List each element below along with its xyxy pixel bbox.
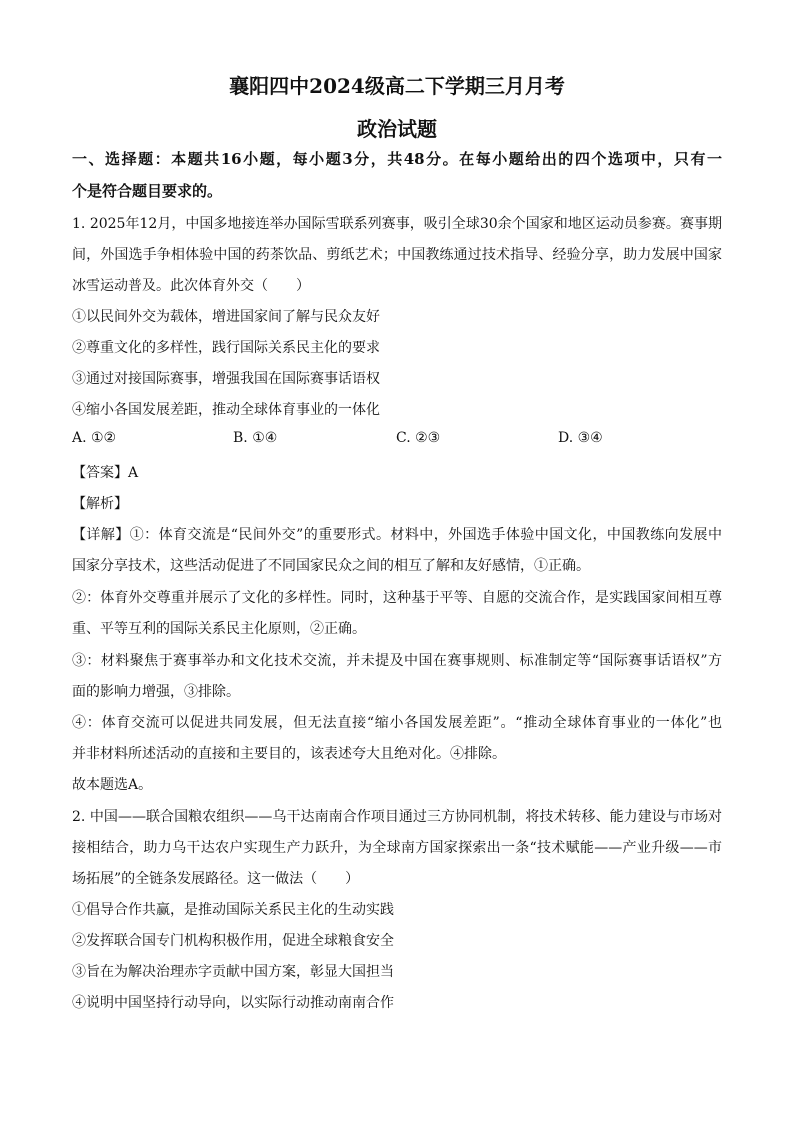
q1-stem-line2: 间，外国选手争相体验中国的药茶饮品、剪纸艺术；中国教练通过技术指导、经验分享，助力发展中国家	[72, 247, 722, 263]
q1-statement-3: ③通过对接国际赛事，增强我国在国际赛事话语权	[72, 371, 380, 387]
q1-statement-2: ②尊重文化的多样性，践行国际关系民主化的要求	[72, 340, 380, 356]
q1-statement-1: ①以民间外交为载体，增进国家间了解与民众友好	[72, 309, 380, 325]
q1-option-c: C. ②③	[396, 430, 441, 446]
q1-stem-line3: 冰雪运动普及。此次体育外交（ ）	[72, 278, 310, 294]
section-heading-line2: 个是符合题目要求的。	[72, 182, 223, 200]
q2-stem-line3: 场拓展”的全链条发展路径。这一做法（ ）	[72, 871, 360, 887]
q2-statement-3: ③旨在为解决治理赤字贡献中国方案，彰显大国担当	[72, 964, 394, 980]
q1-option-b: B. ①④	[233, 430, 278, 446]
q1-detail-line8: 并非材料所述活动的直接和主要目的，该表述夸大且绝对化。④排除。	[72, 746, 506, 762]
q1-answer: 【答案】A	[72, 465, 139, 481]
q2-stem-line2: 接相结合，助力乌干达农户实现生产力跃升，为全球南方国家探索出一条“技术赋能——产业升级——市	[72, 840, 722, 856]
q1-detail-line7: ④：体育交流可以促进共同发展，但无法直接“缩小各国发展差距”。“推动全球体育事业的一体化”也	[72, 715, 722, 731]
q1-detail-line6: 面的影响力增强，③排除。	[72, 684, 240, 700]
q1-option-a: A. ①②	[72, 430, 117, 446]
q1-detail-line1: 【详解】①：体育交流是“民间外交”的重要形式。材料中，外国选手体验中国文化，中国教练向发展中	[72, 527, 722, 543]
q2-statement-1: ①倡导合作共赢，是推动国际关系民主化的生动实践	[72, 902, 394, 918]
exam-subject: 政治试题	[357, 117, 437, 141]
q1-detail-line5: ③：材料聚焦于赛事举办和文化技术交流，并未提及中国在赛事规则、标准制定等“国际赛事话语权”方	[72, 653, 722, 669]
q1-stem-line1: 1. 2025年12月，中国多地接连举办国际雪联系列赛事，吸引全球30余个国家和地区运动员参赛。赛事期	[72, 216, 722, 232]
section-heading-line1: 一、选择题：本题共16小题，每小题3分，共48分。在每小题给出的四个选项中，只有一	[72, 150, 722, 168]
q1-analysis-label: 【解析】	[72, 496, 128, 512]
q2-stem-line1: 2. 中国——联合国粮农组织——乌干达南南合作项目通过三方协同机制，将技术转移、能力建设与市场对	[72, 809, 722, 825]
q1-conclusion: 故本题选A。	[72, 777, 153, 793]
q1-detail-line2: 国家分享技术，这些活动促进了不同国家民众之间的相互了解和友好感情，①正确。	[72, 558, 590, 574]
exam-title: 襄阳四中2024级高二下学期三月月考	[229, 74, 565, 98]
q1-detail-line3: ②：体育外交尊重并展示了文化的多样性。同时，这种基于平等、自愿的交流合作，是实践国家间相互尊	[72, 590, 722, 606]
q1-statement-4: ④缩小各国发展差距，推动全球体育事业的一体化	[72, 402, 380, 418]
q2-statement-2: ②发挥联合国专门机构积极作用，促进全球粮食安全	[72, 933, 394, 949]
q1-detail-line4: 重、平等互利的国际关系民主化原则，②正确。	[72, 621, 366, 637]
q1-option-d: D. ③④	[558, 430, 603, 446]
q2-statement-4: ④说明中国坚持行动导向，以实际行动推动南南合作	[72, 995, 394, 1011]
